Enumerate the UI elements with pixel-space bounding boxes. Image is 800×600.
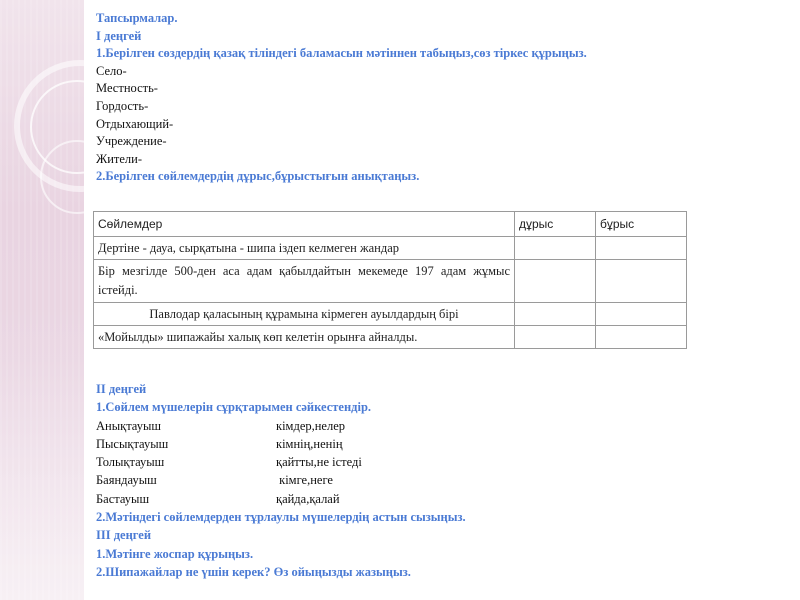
word-item: Жители- <box>96 151 142 166</box>
sentences-table <box>93 211 687 349</box>
sentence-cell: Павлодар қаласының құрамына кірмеген ауылдардың бірі <box>94 303 515 326</box>
table-row <box>94 326 687 349</box>
sentence-member-term: Пысықтауыш <box>96 436 169 451</box>
word-item: Село- <box>96 63 127 78</box>
sentence-member-question: қайтты,не істеді <box>276 455 362 470</box>
table-row <box>94 237 687 260</box>
match-pair <box>96 490 736 508</box>
sentence-member-term: Анықтауыш <box>96 418 161 433</box>
level-3-instruction-2: 2.Шипажайлар не үшін керек? Өз ойыңызды жазыңыз. <box>96 564 411 579</box>
wrong-cell[interactable] <box>596 260 687 303</box>
sentence-member-question: кімге,неге <box>276 473 333 488</box>
correct-cell[interactable] <box>515 303 596 326</box>
sentence-cell: «Мойылды» шипажайы халық көп келетін орынға айналды. <box>94 326 515 349</box>
sentence-member-term: Баяндауыш <box>96 473 157 488</box>
word-item: Учреждение- <box>96 134 167 149</box>
level-2-instruction-1: 1.Сөйлем мүшелерін сұрқтарымен сәйкестендір. <box>96 400 372 415</box>
sentence-member-question: кімнің,ненің <box>276 436 343 451</box>
match-pair <box>96 453 736 471</box>
level-1-heading: I деңгей <box>96 28 142 43</box>
wrong-cell[interactable] <box>596 303 687 326</box>
wrong-cell[interactable] <box>596 237 687 260</box>
sentence-cell: Дертіне - дауа, сырқатына - шипа іздеп келмеген жандар <box>94 237 515 260</box>
word-item: Местность- <box>96 81 158 96</box>
sentence-member-term: Толықтауыш <box>96 455 165 470</box>
wrong-cell[interactable] <box>596 326 687 349</box>
task-section-2 <box>96 380 736 581</box>
level-3-instruction-1: 1.Мәтінге жоспар құрыңыз. <box>96 546 254 561</box>
sentence-member-question: кімдер,нелер <box>276 418 346 433</box>
task-1-instruction: 1.Берілген сөздердің қазақ тіліндегі баламасын мәтіннен табыңыз,сөз тіркес құрыңыз. <box>96 46 587 61</box>
sentence-member-term: Бастауыш <box>96 491 150 506</box>
decorative-side-panel <box>0 0 84 600</box>
decorative-overlay <box>0 300 84 600</box>
task-2-instruction: 2.Берілген сөйлемдердің дұрыс,бұрыстығын анықтаңыз. <box>96 169 420 184</box>
correct-cell[interactable] <box>515 326 596 349</box>
level-3-heading: III деңгей <box>96 528 152 543</box>
match-pair <box>96 417 736 435</box>
header-correct: дұрыс <box>515 212 596 237</box>
header-sentences: Сөйлемдер <box>94 212 515 237</box>
task-section-1 <box>96 10 736 186</box>
tasks-title: Тапсырмалар. <box>96 11 178 25</box>
match-pair <box>96 435 736 453</box>
level-2-heading: II деңгей <box>96 382 147 396</box>
word-item: Гордость- <box>96 98 149 113</box>
word-item: Отдыхающий- <box>96 116 174 131</box>
level-2-instruction-2: 2.Мәтіндегі сөйлемдерден тұрлаулы мүшелердің астын сызыңыз. <box>96 510 466 525</box>
header-wrong: бұрыс <box>596 212 687 237</box>
table-header-row <box>94 212 687 237</box>
match-pair <box>96 471 736 489</box>
table-row <box>94 260 687 303</box>
correct-cell[interactable] <box>515 237 596 260</box>
sentence-member-question: қайда,қалай <box>276 491 340 506</box>
correct-cell[interactable] <box>515 260 596 303</box>
table-row <box>94 303 687 326</box>
sentence-cell: Бір мезгілде 500-ден аса адам қабылдайтын мекемеде 197 адам жұмыс істейді. <box>94 260 515 303</box>
